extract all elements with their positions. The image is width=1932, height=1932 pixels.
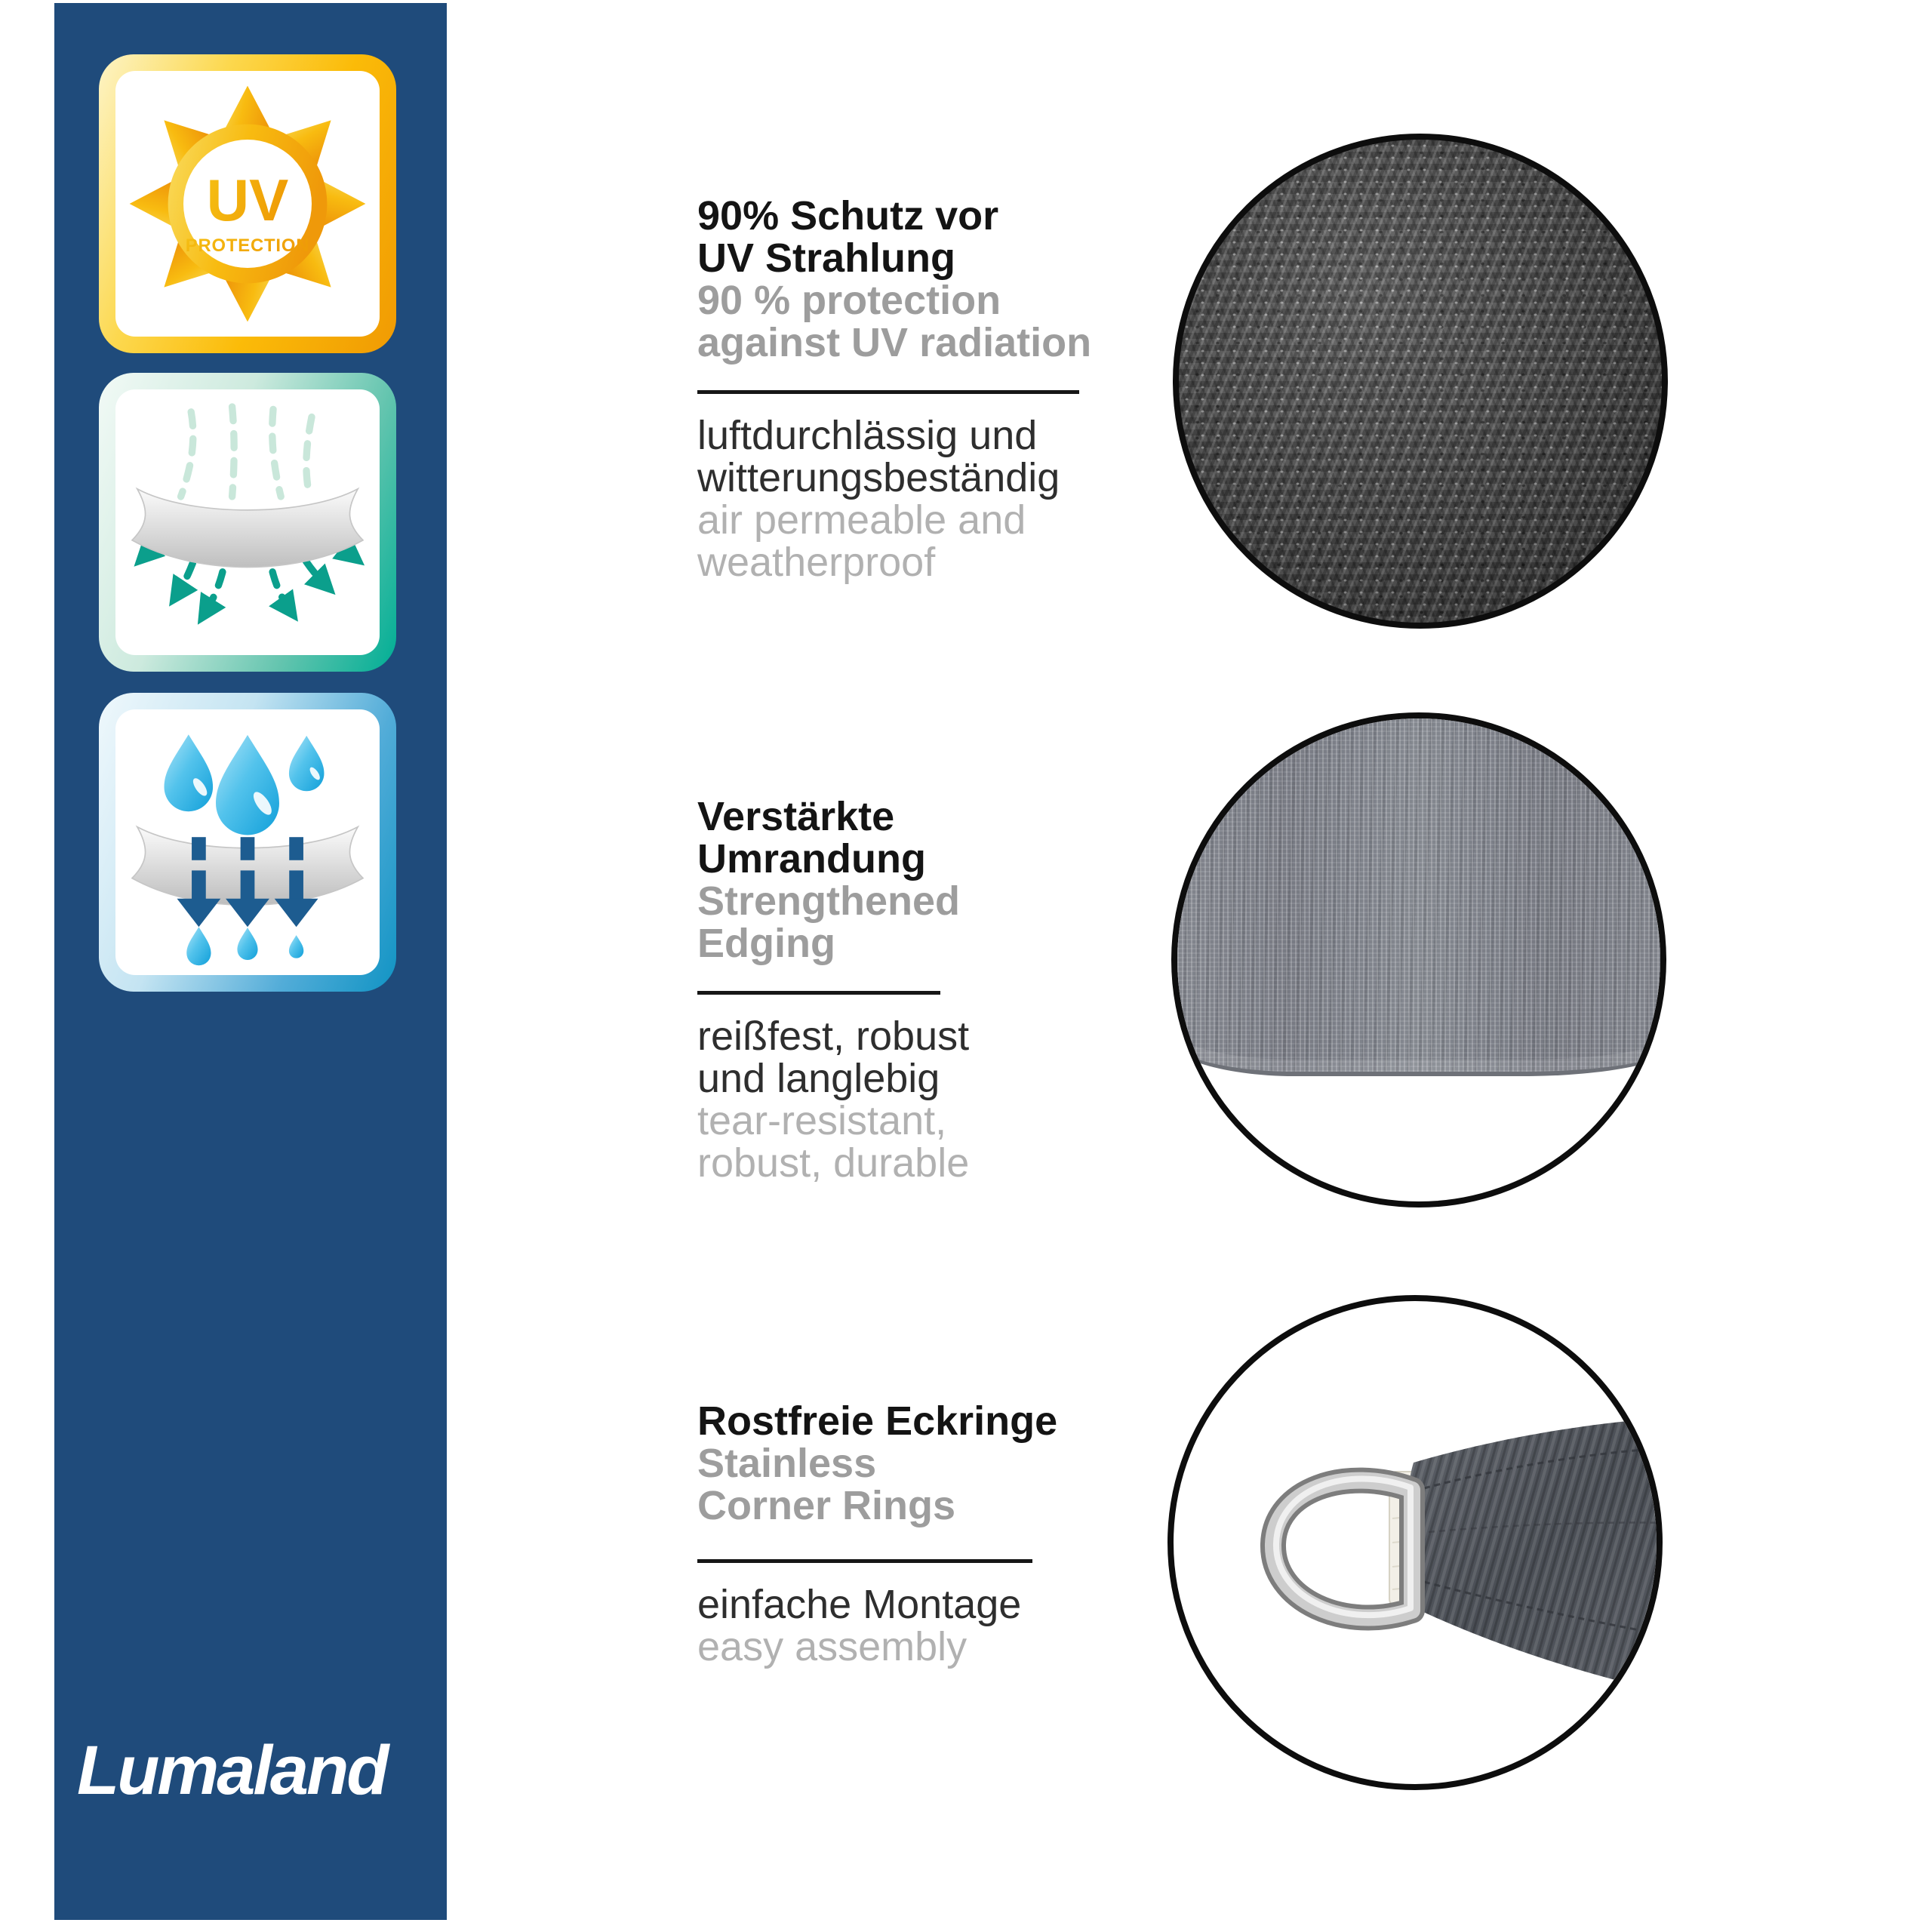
feature-body-de-line: einfache Montage xyxy=(697,1582,1022,1627)
water-drainage-badge xyxy=(99,693,396,992)
water-drops-icon xyxy=(119,714,376,971)
feature-uv-protection xyxy=(697,195,1120,583)
feature-title-en-line: Strengthened xyxy=(697,878,961,924)
photo-stainless-corner-ring-closeup xyxy=(1168,1295,1663,1790)
feature-title-en-line: Corner Rings xyxy=(697,1483,956,1528)
feature-title-de-line: Verstärkte xyxy=(697,794,895,839)
feature-body-en-line: air permeable and xyxy=(697,497,1026,543)
divider xyxy=(697,991,940,995)
fabric-corner xyxy=(1406,1417,1657,1694)
feature-title-en-line: Edging xyxy=(697,921,835,966)
feature-title-de-line: 90% Schutz vor xyxy=(697,193,999,238)
drained-droplets xyxy=(186,927,303,965)
feature-body-de-line: und langlebig xyxy=(697,1056,940,1101)
rain-drops xyxy=(165,734,325,835)
uv-sun-icon xyxy=(119,75,376,332)
feature-body-en-line: robust, durable xyxy=(697,1140,970,1186)
uv-protection-badge-inner xyxy=(115,71,380,337)
air-permeability-badge-inner xyxy=(115,389,380,655)
feature-body-en-line: easy assembly xyxy=(697,1624,968,1669)
uv-label: UV xyxy=(206,167,289,234)
air-flow-icon xyxy=(119,394,376,651)
feature-body-en-line: tear-resistant, xyxy=(697,1098,947,1143)
air-in-dashes xyxy=(181,407,312,497)
photo-strengthened-edging-closeup xyxy=(1171,712,1666,1208)
fabric-edge-with-hem xyxy=(1171,712,1666,1076)
feature-title-de-line: Umrandung xyxy=(697,836,926,881)
uv-protection-label: PROTECTION xyxy=(185,235,310,256)
feature-body-de-line: luftdurchlässig und xyxy=(697,413,1038,458)
air-permeability-badge xyxy=(99,373,396,672)
feature-title-de-line: UV Strahlung xyxy=(697,235,956,281)
feature-strengthened-edging xyxy=(697,795,1120,1184)
feature-body-de-line: reißfest, robust xyxy=(697,1014,970,1059)
divider xyxy=(697,1559,1032,1563)
divider xyxy=(697,390,1079,394)
brand-sidebar xyxy=(54,3,447,1920)
fabric-sheet xyxy=(132,489,363,568)
feature-title-en-line: against UV radiation xyxy=(697,320,1092,365)
feature-title-de-line: Rostfreie Eckringe xyxy=(697,1398,1058,1444)
feature-corner-rings xyxy=(697,1400,1120,1668)
feature-title-en-line: 90 % protection xyxy=(697,278,1001,323)
corner-ring-graphic xyxy=(1174,1301,1657,1784)
photo-fabric-texture-closeup xyxy=(1173,134,1668,629)
feature-body-de-line: witterungsbeständig xyxy=(697,455,1060,500)
uv-protection-badge xyxy=(99,54,396,353)
feature-title-en-line: Stainless xyxy=(697,1441,877,1486)
brand-logo: Lumaland xyxy=(77,1732,387,1809)
drain-arrows xyxy=(177,837,318,927)
water-drainage-badge-inner xyxy=(115,709,380,975)
feature-body-en-line: weatherproof xyxy=(697,540,936,585)
